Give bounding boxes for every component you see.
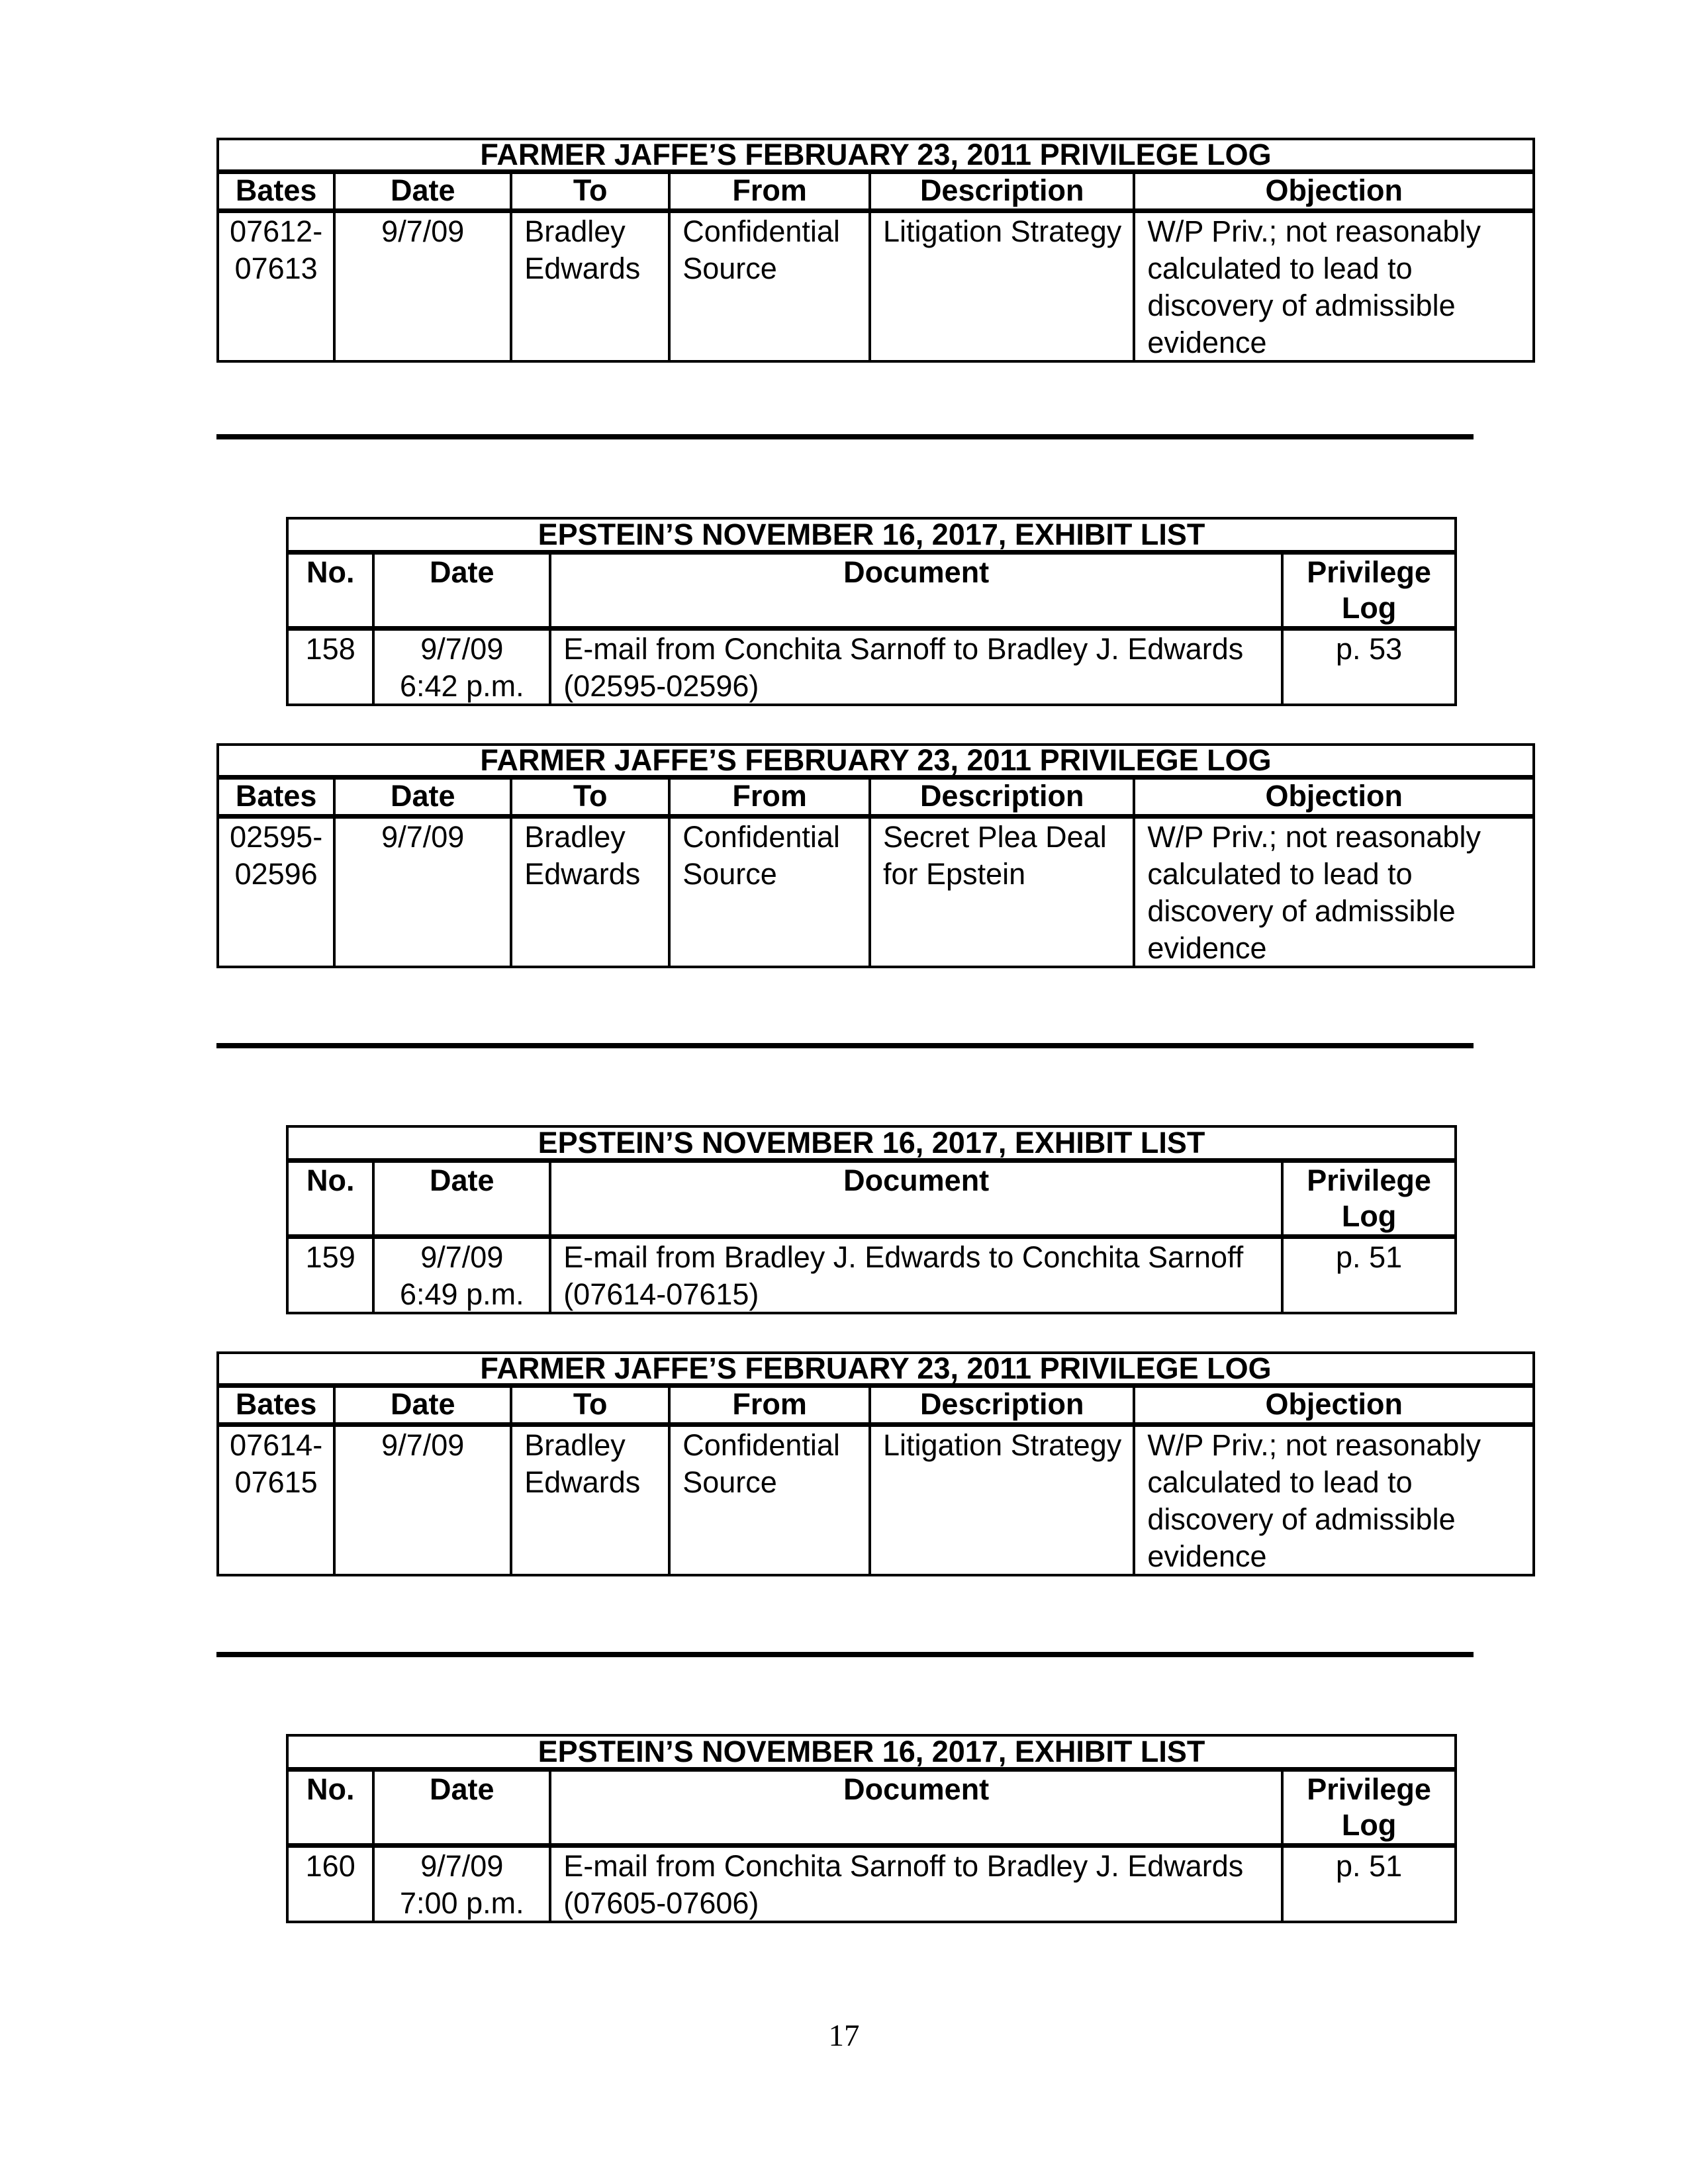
- cell-line: Confidential: [682, 820, 840, 854]
- cell-line: 07614-: [230, 1428, 323, 1462]
- cell-line: 160: [305, 1849, 355, 1883]
- document-cell: [551, 1239, 1284, 1313]
- header-no: No.: [289, 1772, 375, 1843]
- cell-line: 07613: [234, 251, 318, 285]
- cell-line: discovery of admissible: [1147, 289, 1456, 322]
- cell-line: Confidential: [682, 1428, 840, 1462]
- header-to: To: [512, 1388, 671, 1422]
- cell-line: for Epstein: [883, 857, 1026, 891]
- cell-line: Source: [682, 857, 777, 891]
- cell-line: Secret Plea Deal: [883, 820, 1107, 854]
- document-cell: [551, 631, 1284, 705]
- cell-line: Bradley: [524, 214, 626, 248]
- exhibit-date-cell: [375, 1239, 551, 1313]
- exhibit-no-cell: [289, 1848, 375, 1922]
- header-objection: Objection: [1265, 173, 1403, 207]
- date-cell: [336, 819, 512, 967]
- privilege-log-title: FARMER JAFFE’S FEBRUARY 23, 2011 PRIVILEGE LOG: [219, 140, 1532, 174]
- header-privilege-log: [1284, 555, 1454, 626]
- privilege-log-title: FARMER JAFFE’S FEBRUARY 23, 2011 PRIVILEGE LOG: [219, 746, 1532, 780]
- cell-line: 159: [305, 1240, 355, 1274]
- farmer-jaffe-privilege-log-table-1: [216, 138, 1535, 363]
- cell-line: 9/7/09: [381, 1428, 465, 1462]
- privilege-log-header-row: [219, 780, 1532, 819]
- privilege-log-header-row: [219, 1388, 1532, 1427]
- cell-line: 158: [305, 632, 355, 666]
- from-cell: [671, 1427, 871, 1575]
- date-cell: [336, 213, 512, 361]
- date-cell: [336, 1427, 512, 1575]
- cell-line: p. 51: [1336, 1240, 1403, 1274]
- cell-line: 07615: [234, 1465, 318, 1499]
- cell-line: Bradley: [524, 1428, 626, 1462]
- cell-line: Log: [1341, 1808, 1397, 1842]
- privilege-log-title: FARMER JAFFE’S FEBRUARY 23, 2011 PRIVILEGE LOG: [219, 1354, 1532, 1388]
- cell-line: Privilege: [1307, 1163, 1431, 1197]
- header-description: Description: [871, 174, 1135, 208]
- farmer-jaffe-privilege-log-table-2: [216, 743, 1535, 968]
- to-cell: [512, 819, 671, 967]
- exhibit-list-title: EPSTEIN’S NOVEMBER 16, 2017, EXHIBIT LIST: [289, 1128, 1454, 1163]
- cell-line: calculated to lead to: [1147, 857, 1413, 891]
- header-date: Date: [375, 555, 551, 626]
- cell-line: W/P Priv.; not reasonably: [1147, 1428, 1481, 1462]
- cell-line: evidence: [1147, 1539, 1267, 1573]
- header-privilege-log: [1284, 1163, 1454, 1234]
- cell-line: (07614-07615): [563, 1277, 759, 1311]
- cell-line: Edwards: [524, 251, 641, 285]
- cell-line: Log: [1341, 1199, 1397, 1233]
- cell-line: calculated to lead to: [1147, 1465, 1413, 1499]
- cell-line: Privilege: [1307, 555, 1431, 589]
- cell-line: Privilege: [1307, 1772, 1431, 1806]
- exhibit-list-data-row: [289, 1239, 1454, 1312]
- cell-line: Edwards: [524, 1465, 641, 1499]
- exhibit-list-header-row: [289, 1772, 1454, 1848]
- header-no: No.: [289, 1163, 375, 1234]
- header-privilege-log: [1284, 1772, 1454, 1843]
- privilege-log-data-row: [219, 819, 1532, 966]
- cell-line: E-mail from Conchita Sarnoff to Bradley J. Edwards: [563, 1849, 1244, 1883]
- header-date: Date: [375, 1772, 551, 1843]
- section-divider-3: [216, 1652, 1474, 1657]
- section-divider-2: [216, 1043, 1474, 1048]
- header-description: Description: [871, 780, 1135, 814]
- cell-line: (07605-07606): [563, 1886, 759, 1920]
- cell-line: E-mail from Bradley J. Edwards to Conchita Sarnoff: [563, 1240, 1244, 1274]
- document-cell: [551, 1848, 1284, 1922]
- privilege-log-page-cell: [1284, 1848, 1454, 1922]
- privilege-log-header-row: [219, 174, 1532, 213]
- header-date: Date: [336, 780, 512, 814]
- header-bates: Bates: [219, 174, 336, 208]
- epstein-exhibit-list-table-2: [286, 1125, 1457, 1314]
- page-number: 17: [828, 2019, 860, 2053]
- from-cell: [671, 213, 871, 361]
- exhibit-date-cell: [375, 631, 551, 705]
- exhibit-date-cell: [375, 1848, 551, 1922]
- cell-line: discovery of admissible: [1147, 1502, 1456, 1536]
- cell-line: Source: [682, 1465, 777, 1499]
- cell-line: E-mail from Conchita Sarnoff to Bradley J. Edwards: [563, 632, 1244, 666]
- exhibit-no-cell: [289, 1239, 375, 1313]
- epstein-exhibit-list-table-1: [286, 517, 1457, 706]
- exhibit-list-title: EPSTEIN’S NOVEMBER 16, 2017, EXHIBIT LIST: [289, 520, 1454, 555]
- to-cell: [512, 1427, 671, 1575]
- header-objection: Objection: [1265, 779, 1403, 813]
- exhibit-no-cell: [289, 631, 375, 705]
- header-date: Date: [375, 1163, 551, 1234]
- privilege-log-page-cell: [1284, 631, 1454, 705]
- objection-cell: [1135, 1427, 1532, 1575]
- cell-line: Log: [1341, 591, 1397, 625]
- cell-line: 9/7/09: [420, 632, 504, 666]
- privilege-log-data-row: [219, 1427, 1532, 1574]
- cell-line: discovery of admissible: [1147, 894, 1456, 928]
- header-bates: Bates: [219, 780, 336, 814]
- cell-line: Bradley: [524, 820, 626, 854]
- from-cell: [671, 819, 871, 967]
- cell-line: evidence: [1147, 931, 1267, 965]
- description-cell: [871, 1427, 1135, 1575]
- objection-cell: [1135, 819, 1532, 967]
- cell-line: Litigation Strategy: [883, 214, 1122, 248]
- cell-line: W/P Priv.; not reasonably: [1147, 820, 1481, 854]
- cell-line: 02595-: [230, 820, 323, 854]
- header-date: Date: [336, 174, 512, 208]
- header-document: Document: [551, 1163, 1284, 1234]
- farmer-jaffe-privilege-log-table-3: [216, 1351, 1535, 1576]
- cell-line: 07612-: [230, 214, 323, 248]
- privilege-log-data-row: [219, 213, 1532, 360]
- cell-line: (02595-02596): [563, 669, 759, 703]
- header-bates: Bates: [219, 1388, 336, 1422]
- cell-line: 6:42 p.m.: [399, 669, 524, 703]
- header-description: Description: [871, 1388, 1135, 1422]
- cell-line: 02596: [234, 857, 318, 891]
- exhibit-list-header-row: [289, 1163, 1454, 1239]
- cell-line: W/P Priv.; not reasonably: [1147, 214, 1481, 248]
- exhibit-list-title: EPSTEIN’S NOVEMBER 16, 2017, EXHIBIT LIST: [289, 1737, 1454, 1772]
- bates-cell: [219, 819, 336, 967]
- cell-line: Confidential: [682, 214, 840, 248]
- cell-line: 6:49 p.m.: [399, 1277, 524, 1311]
- bates-cell: [219, 213, 336, 361]
- objection-cell: [1135, 213, 1532, 361]
- exhibit-list-data-row: [289, 631, 1454, 704]
- description-cell: [871, 213, 1135, 361]
- cell-line: Source: [682, 251, 777, 285]
- header-to: To: [512, 174, 671, 208]
- cell-line: Litigation Strategy: [883, 1428, 1122, 1462]
- to-cell: [512, 213, 671, 361]
- section-divider-1: [216, 434, 1474, 439]
- exhibit-list-header-row: [289, 555, 1454, 631]
- header-no: No.: [289, 555, 375, 626]
- cell-line: 9/7/09: [381, 820, 465, 854]
- cell-line: 9/7/09: [381, 214, 465, 248]
- header-from: From: [671, 780, 871, 814]
- privilege-log-page-cell: [1284, 1239, 1454, 1313]
- header-objection: Objection: [1265, 1387, 1403, 1421]
- description-cell: [871, 819, 1135, 967]
- cell-line: evidence: [1147, 326, 1267, 359]
- cell-line: Edwards: [524, 857, 641, 891]
- epstein-exhibit-list-table-3: [286, 1734, 1457, 1923]
- cell-line: p. 51: [1336, 1849, 1403, 1883]
- header-date: Date: [336, 1388, 512, 1422]
- cell-line: 9/7/09: [420, 1240, 504, 1274]
- exhibit-list-data-row: [289, 1848, 1454, 1921]
- header-document: Document: [551, 1772, 1284, 1843]
- cell-line: 9/7/09: [420, 1849, 504, 1883]
- header-from: From: [671, 1388, 871, 1422]
- cell-line: calculated to lead to: [1147, 251, 1413, 285]
- cell-line: 7:00 p.m.: [399, 1886, 524, 1920]
- bates-cell: [219, 1427, 336, 1575]
- header-from: From: [671, 174, 871, 208]
- cell-line: p. 53: [1336, 632, 1403, 666]
- header-document: Document: [551, 555, 1284, 626]
- header-to: To: [512, 780, 671, 814]
